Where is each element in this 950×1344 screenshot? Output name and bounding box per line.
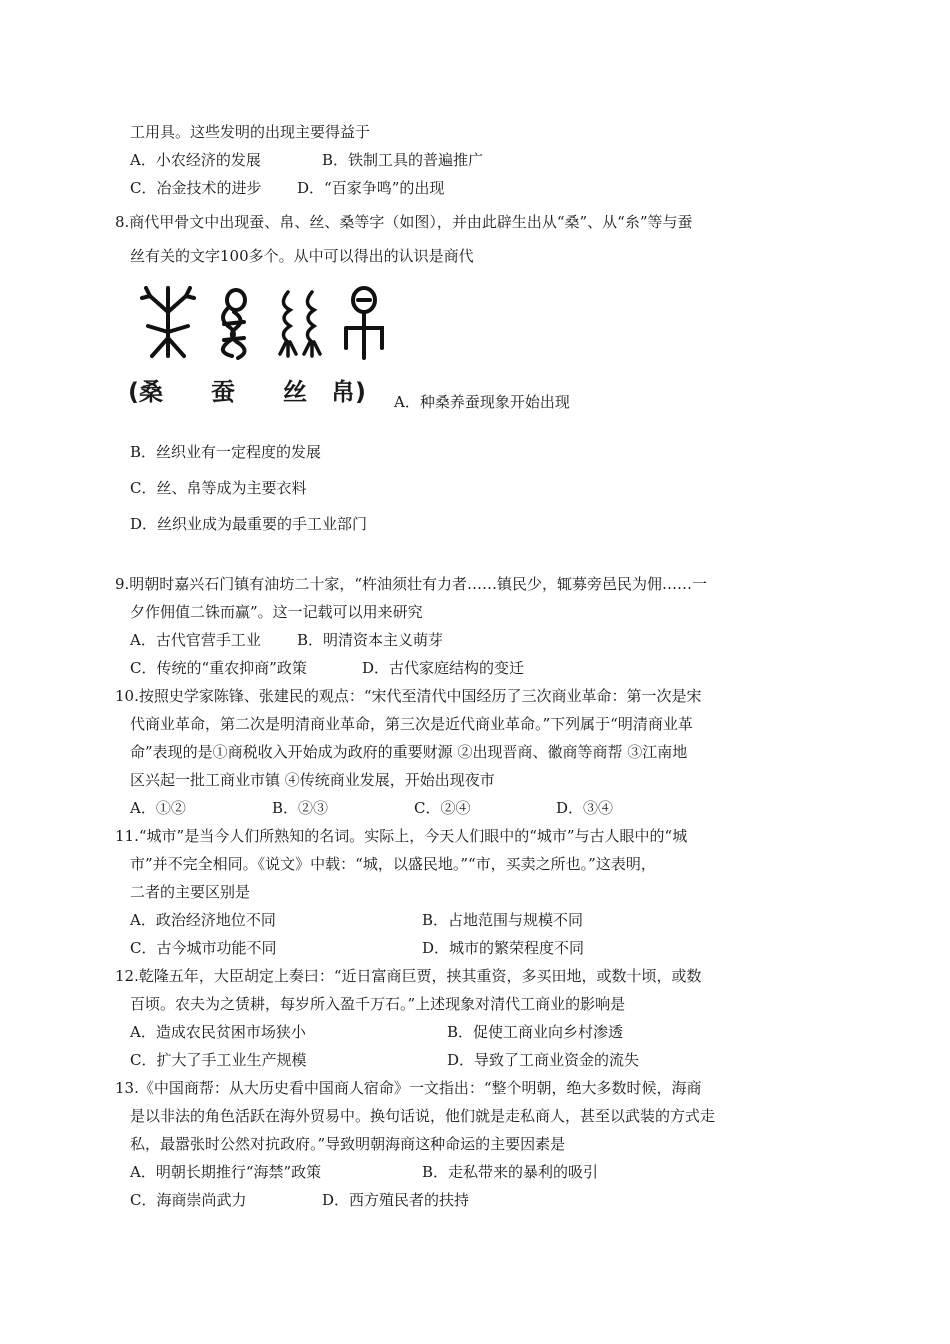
q8-stem-line-2: 丝有关的文字100多个。从中可以得出的认识是商代 [130, 247, 474, 265]
q12-option-d: D．导致了工商业资金的流失 [447, 1051, 640, 1069]
q12-option-c: C．扩大了手工业生产规模 [130, 1051, 307, 1069]
q7-option-a: A．小农经济的发展 [130, 151, 261, 169]
q11-option-d: D．城市的繁荣程度不同 [422, 939, 585, 957]
q11-stem-line-2: 市”并不完全相同。《说文》中载：“城，以盛民地。”“市，买卖之所也。”这表明， [130, 855, 656, 873]
q11-option-c: C．古今城市功能不同 [130, 939, 277, 957]
q9-stem-line-1: 9.明朝时嘉兴石门镇有油坊二十家，“杵油须壮有力者……镇民少，辄募旁邑民为佣……一 [115, 575, 707, 593]
q7-option-b: B．铁制工具的普遍推广 [322, 151, 484, 169]
q11-option-b: B．占地范围与规模不同 [422, 911, 584, 929]
q13-stem-line-1: 13.《中国商帮：从大历史看中国商人宿命》一文指出：“整个明朝，绝大多数时候，海商 [115, 1079, 702, 1097]
q13-stem-line-2: 是以非法的角色活跃在海外贸易中。换句话说，他们就是走私商人，甚至以武装的方式走 [130, 1107, 716, 1125]
oracle-bone-caption: (桑 蚕 丝 帛) [128, 378, 366, 406]
q12-option-b: B．促使工商业向乡村渗透 [447, 1023, 624, 1041]
q10-stem-line-4: 区兴起一批工商业市镇 ④传统商业发展，开始出现夜市 [130, 771, 495, 789]
q13-stem-line-3: 私，最嚣张时公然对抗政府。”导致明朝海商这种命运的主要因素是 [130, 1135, 566, 1153]
q8-option-a: A．种桑养蚕现象开始出现 [394, 393, 570, 411]
q10-stem-line-1: 10.按照史学家陈锋、张建民的观点：“宋代至清代中国经历了三次商业革命：第一次是宋 [115, 687, 702, 705]
q9-option-d: D．古代家庭结构的变迁 [362, 659, 525, 677]
q9-option-a: A．古代官营手工业 [130, 631, 261, 649]
q10-option-c: C．②④ [414, 799, 471, 817]
q10-option-a: A．①② [130, 799, 186, 817]
q13-option-c: C．海商崇尚武力 [130, 1191, 247, 1209]
q10-stem-line-3: 命”表现的是①商税收入开始成为政府的重要财源 ②出现晋商、徽商等商帮 ③江南地 [130, 743, 688, 761]
glyph-sang [142, 288, 194, 356]
q13-option-a: A．明朝长期推行“海禁”政策 [130, 1163, 322, 1181]
q10-stem-line-2: 代商业革命，第二次是明清商业革命，第三次是近代商业革命。”下列属于“明清商业革 [130, 715, 693, 733]
q7-stem-tail: 工用具。这些发明的出现主要得益于 [130, 123, 371, 141]
q11-option-a: A．政治经济地位不同 [130, 911, 276, 929]
q12-option-a: A．造成农民贫困市场狭小 [130, 1023, 306, 1041]
oracle-bone-glyphs-image [128, 282, 396, 372]
q7-option-d: D．“百家争鸣”的出现 [297, 179, 445, 197]
q7-option-c: C．冶金技术的进步 [130, 179, 262, 197]
q8-option-d: D．丝织业成为最重要的手工业部门 [130, 515, 368, 533]
q13-option-d: D．西方殖民者的扶持 [322, 1191, 470, 1209]
q9-option-c: C．传统的“重农抑商”政策 [130, 659, 307, 677]
q9-stem-line-2: 夕作佣值二铢而赢”。这一记载可以用来研究 [130, 603, 423, 621]
q8-option-c: C．丝、帛等成为主要衣料 [130, 479, 307, 497]
q11-stem-line-1: 11.“城市”是当今人们所熟知的名词。实际上，今天人们眼中的“城市”与古人眼中的“城 [115, 827, 688, 845]
q12-stem-line-1: 12.乾隆五年，大臣胡定上奏曰：“近日富商巨贾，挟其重资，多买田地，或数十顷，或数 [115, 967, 702, 985]
q10-option-d: D．③④ [556, 799, 614, 817]
q8-stem-line-1: 8.商代甲骨文中出现蚕、帛、丝、桑等字（如图），并由此辟生出从“桑”、从“糸”等与蚕 [115, 213, 693, 231]
q13-option-b: B．走私带来的暴利的吸引 [422, 1163, 599, 1181]
q10-option-b: B．②③ [272, 799, 329, 817]
glyph-can [223, 290, 245, 358]
glyph-bo [346, 288, 382, 358]
q9-option-b: B．明清资本主义萌芽 [297, 631, 444, 649]
glyph-si [280, 292, 320, 356]
q8-option-b: B．丝织业有一定程度的发展 [130, 443, 322, 461]
q11-stem-line-3: 二者的主要区别是 [130, 883, 251, 901]
q12-stem-line-2: 百顷。农夫为之赁耕，每岁所入盈千万石。”上述现象对清代工商业的影响是 [130, 995, 626, 1013]
